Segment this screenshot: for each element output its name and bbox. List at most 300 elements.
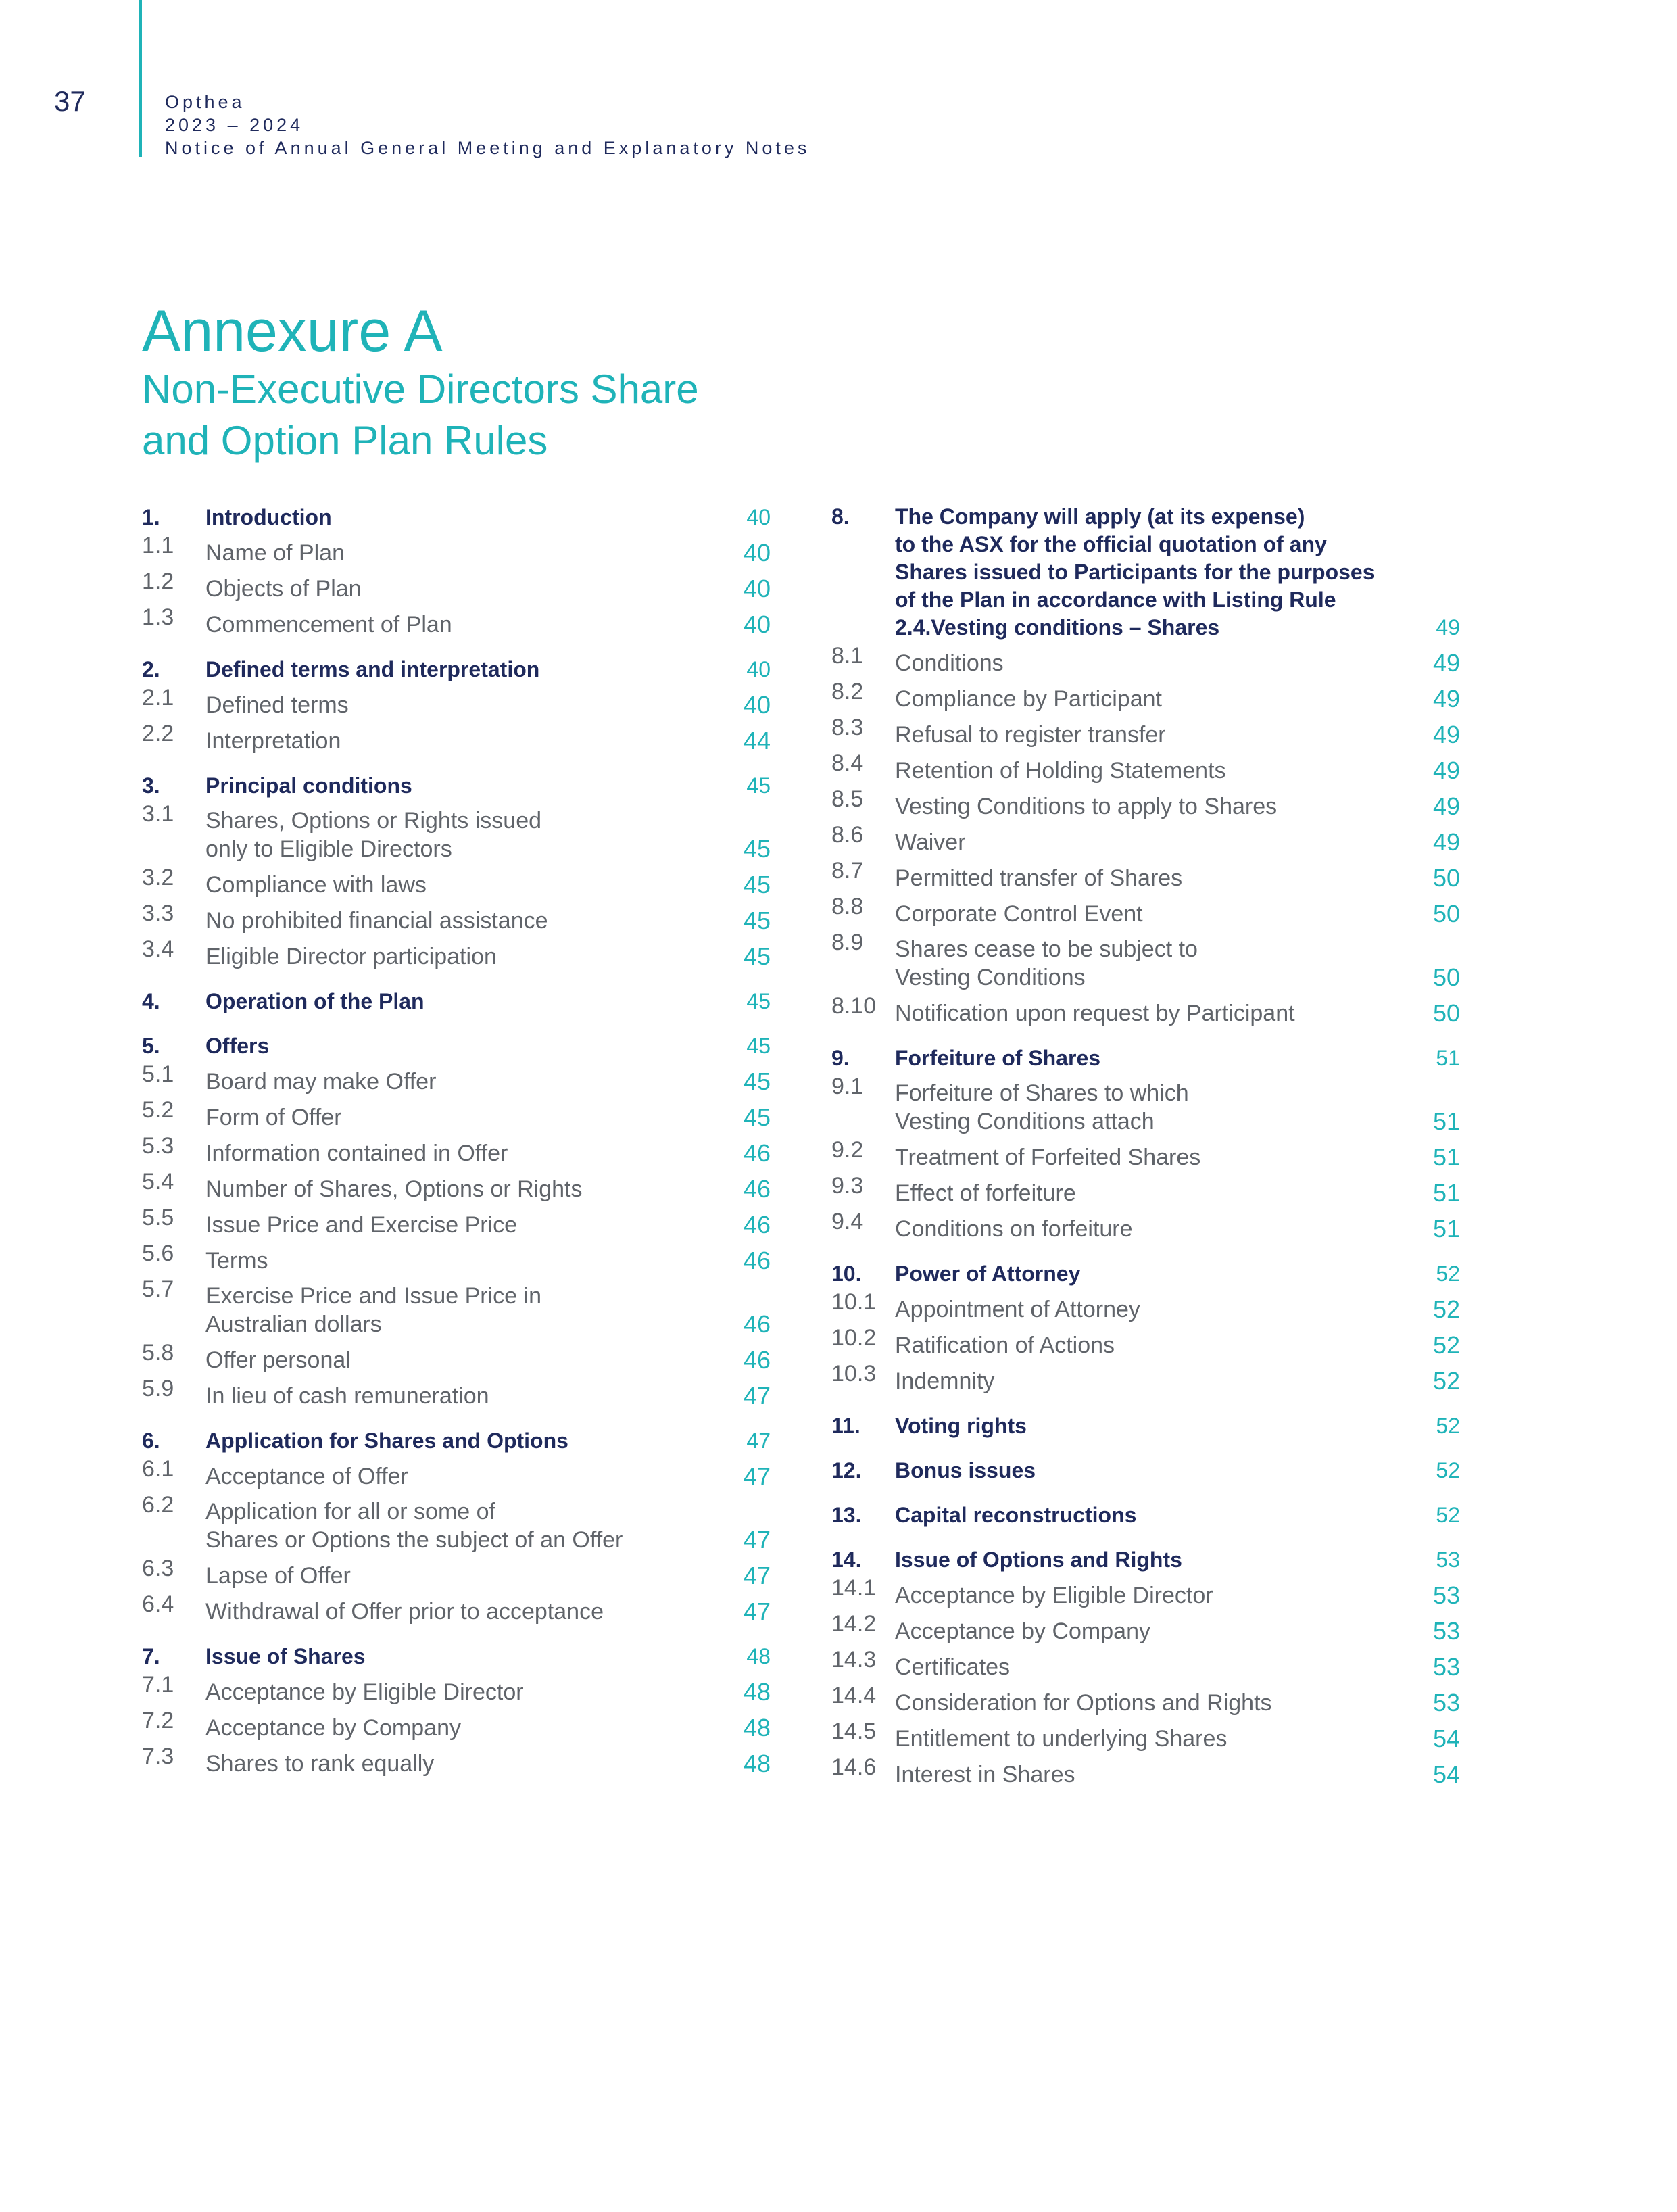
toc-number: 11.	[831, 1414, 860, 1438]
toc-entry[interactable]	[831, 1610, 1460, 1645]
toc-number: 8.1	[831, 643, 864, 669]
toc-label-line: Lapse of Offer	[205, 1563, 351, 1589]
toc-number: 7.2	[142, 1708, 174, 1733]
toc-number: 8.5	[831, 786, 864, 812]
toc-label-line: Conditions	[895, 650, 1004, 676]
toc-entry[interactable]	[831, 713, 1460, 749]
toc-page-number: 46	[743, 1310, 771, 1338]
toc-label-line: Offers	[205, 1034, 270, 1058]
toc-page-number: 47	[743, 1597, 771, 1625]
toc-number: 3.1	[142, 801, 174, 827]
toc-page-number: 47	[743, 1526, 771, 1554]
toc-entry[interactable]	[142, 1060, 771, 1096]
toc-label-line: Application for Shares and Options	[205, 1428, 568, 1453]
toc-number: 5.7	[142, 1276, 174, 1302]
toc-heading[interactable]	[831, 1412, 1460, 1440]
toc-label	[205, 610, 716, 639]
toc-label	[895, 503, 1406, 642]
toc-label-line: Form of Offer	[205, 1105, 342, 1130]
toc-entry[interactable]	[831, 785, 1460, 821]
toc-entry[interactable]	[142, 719, 771, 755]
toc-label	[205, 575, 716, 603]
toc-label	[895, 1581, 1406, 1610]
toc-label-line: Offer personal	[205, 1347, 351, 1373]
toc-page-number: 48	[743, 1714, 771, 1741]
toc-entry[interactable]	[831, 857, 1460, 892]
toc-label-line: Issue of Shares	[205, 1644, 366, 1668]
toc-label	[205, 1382, 716, 1410]
toc-entry[interactable]	[831, 642, 1460, 677]
toc-label-line: Capital reconstructions	[895, 1503, 1137, 1527]
toc-label	[895, 1331, 1406, 1360]
toc-number: 14.5	[831, 1718, 877, 1744]
toc-number: 5.9	[142, 1376, 174, 1401]
toc-label	[895, 1456, 1406, 1485]
toc-number: 6.	[142, 1428, 160, 1453]
toc-label	[895, 1412, 1406, 1440]
toc-heading[interactable]	[831, 503, 1460, 642]
toc-page-number: 45	[743, 871, 771, 898]
toc-label-line: Consideration for Options and Rights	[895, 1690, 1272, 1716]
toc-page-number: 52	[1436, 1458, 1460, 1483]
toc-label-line: Permitted transfer of Shares	[895, 865, 1183, 891]
toc-page-number: 49	[1432, 756, 1460, 784]
toc-label	[205, 539, 716, 567]
toc-entry[interactable]	[831, 928, 1460, 992]
toc-label-line: Compliance by Participant	[895, 686, 1162, 712]
toc-entry[interactable]	[142, 531, 771, 567]
toc-label	[205, 1067, 716, 1096]
toc-entry[interactable]	[831, 677, 1460, 713]
toc-label	[205, 1103, 716, 1132]
toc-label-line: Shares cease to be subject to	[895, 936, 1198, 962]
toc-page-number: 47	[743, 1382, 771, 1410]
toc-page-number: 51	[1432, 1179, 1460, 1207]
toc-number: 14.3	[831, 1647, 877, 1673]
report-years: 2023 – 2024	[165, 115, 304, 135]
toc-label	[895, 1689, 1406, 1717]
toc-label-line: Terms	[205, 1248, 268, 1274]
toc-label	[205, 1597, 716, 1626]
toc-entry[interactable]	[831, 1172, 1460, 1207]
toc-page-number: 49	[1432, 685, 1460, 713]
toc-page-number: 52	[1436, 1414, 1460, 1438]
toc-entry[interactable]	[142, 1554, 771, 1590]
toc-entry[interactable]	[142, 935, 771, 971]
toc-number: 5.2	[142, 1097, 174, 1123]
toc-label-line: The Company will apply (at its expense)	[895, 504, 1305, 529]
toc-number: 6.3	[142, 1556, 174, 1581]
toc-label-line: Interest in Shares	[895, 1762, 1075, 1787]
toc-label-line: Shares issued to Participants for the purposes	[895, 560, 1375, 584]
toc-label	[205, 1139, 716, 1168]
toc-page-number: 45	[746, 773, 771, 798]
toc-label-line: Ratification of Actions	[895, 1332, 1115, 1358]
toc-number: 8.8	[831, 894, 864, 919]
toc-label-line: Eligible Director participation	[205, 944, 497, 969]
toc-label-line: In lieu of cash remuneration	[205, 1383, 489, 1409]
toc-page-number: 48	[743, 1678, 771, 1706]
toc-number: 3.	[142, 773, 160, 798]
toc-label-line: Issue of Options and Rights	[895, 1547, 1182, 1572]
toc-label	[205, 771, 716, 800]
toc-label-line: Forfeiture of Shares	[895, 1046, 1101, 1070]
toc-page-number: 45	[743, 835, 771, 863]
toc-entry[interactable]	[142, 1239, 771, 1275]
toc-page-number: 45	[743, 942, 771, 970]
toc-page-number: 52	[1432, 1367, 1460, 1395]
toc-entry[interactable]	[831, 1288, 1460, 1324]
toc-label-line: 2.4.Vesting conditions – Shares	[895, 615, 1220, 640]
toc-label	[205, 942, 716, 971]
toc-entry[interactable]	[142, 1491, 771, 1554]
subtitle-line-1: Non-Executive Directors Share	[142, 366, 699, 412]
toc-label-line: to the ASX for the official quotation of any	[895, 532, 1327, 556]
toc-page-number: 52	[1432, 1295, 1460, 1323]
toc-page-number: 45	[746, 1034, 771, 1058]
toc-label	[205, 1562, 716, 1590]
toc-heading[interactable]	[142, 655, 771, 683]
toc-page-number: 51	[1432, 1143, 1460, 1171]
toc-label	[205, 1714, 716, 1742]
toc-entry[interactable]	[142, 1132, 771, 1168]
toc-page-number: 46	[743, 1211, 771, 1239]
toc-label	[205, 1497, 716, 1554]
toc-number: 7.1	[142, 1672, 174, 1698]
toc-number: 3.3	[142, 900, 174, 926]
toc-entry[interactable]	[831, 1717, 1460, 1753]
toc-label-line: Retention of Holding Statements	[895, 758, 1226, 784]
toc-page-number: 49	[1432, 792, 1460, 820]
toc-page-number: 47	[743, 1562, 771, 1589]
subtitle-line-2: and Option Plan Rules	[142, 418, 548, 463]
toc-label	[205, 987, 716, 1015]
toc-label	[205, 1211, 716, 1239]
toc-heading[interactable]	[831, 1501, 1460, 1529]
toc-page-number: 45	[743, 1067, 771, 1095]
toc-number: 12.	[831, 1458, 862, 1483]
toc-label-line: of the Plan in accordance with Listing Rule	[895, 587, 1336, 612]
toc-entry[interactable]	[142, 1670, 771, 1706]
toc-label-line: Acceptance by Company	[205, 1715, 461, 1741]
toc-right-column	[831, 503, 1460, 1789]
toc-label-line: Introduction	[205, 505, 332, 529]
toc-page-number: 50	[1432, 864, 1460, 892]
running-header	[165, 91, 810, 160]
toc-page-number: 49	[1432, 828, 1460, 856]
toc-number: 7.	[142, 1644, 160, 1668]
toc-label-line: Acceptance by Company	[895, 1618, 1150, 1644]
toc-number: 5.	[142, 1034, 160, 1058]
toc-entry[interactable]	[831, 1072, 1460, 1136]
page-number: 37	[54, 85, 86, 117]
toc-page-number: 49	[1432, 649, 1460, 677]
toc-number: 14.	[831, 1547, 862, 1572]
toc-label-line: Vesting Conditions	[895, 965, 1086, 990]
toc-label	[895, 1143, 1406, 1172]
toc-label-line: Entitlement to underlying Shares	[895, 1726, 1228, 1752]
toc-number: 6.4	[142, 1591, 174, 1617]
toc-heading[interactable]	[142, 771, 771, 800]
toc-number: 5.1	[142, 1061, 174, 1087]
toc-label	[205, 807, 716, 863]
toc-number: 9.2	[831, 1137, 864, 1163]
toc-number: 9.3	[831, 1173, 864, 1199]
toc-number: 14.2	[831, 1611, 877, 1637]
toc-number: 13.	[831, 1503, 862, 1527]
toc-entry[interactable]	[142, 1590, 771, 1626]
toc-heading[interactable]	[831, 1456, 1460, 1485]
toc-label-line: only to Eligible Directors	[205, 836, 452, 862]
toc-number: 10.1	[831, 1289, 877, 1315]
toc-number: 8.	[831, 504, 850, 529]
toc-page-number: 46	[743, 1247, 771, 1274]
toc-number: 14.4	[831, 1683, 877, 1708]
toc-number: 14.6	[831, 1754, 877, 1780]
toc-page-number: 50	[1432, 900, 1460, 928]
toc-label	[895, 1501, 1406, 1529]
toc-heading[interactable]	[142, 1642, 771, 1670]
toc-entry[interactable]	[142, 863, 771, 899]
toc-label-line: Acceptance by Eligible Director	[895, 1583, 1213, 1608]
toc-entry[interactable]	[142, 1742, 771, 1778]
toc-page-number: 44	[743, 727, 771, 754]
toc-number: 1.	[142, 505, 160, 529]
toc-number: 1.2	[142, 569, 174, 594]
toc-label-line: Indemnity	[895, 1368, 995, 1394]
toc-label-line: Compliance with laws	[205, 872, 427, 898]
toc-label-line: Issue Price and Exercise Price	[205, 1212, 518, 1238]
toc-label	[895, 935, 1406, 992]
toc-label	[895, 756, 1406, 785]
toc-label	[205, 1282, 716, 1339]
toc-label	[205, 1462, 716, 1491]
toc-label	[895, 1653, 1406, 1681]
toc-entry[interactable]	[142, 1203, 771, 1239]
toc-number: 5.4	[142, 1169, 174, 1195]
toc-label	[895, 1044, 1406, 1072]
toc-label	[895, 999, 1406, 1028]
toc-label-line: Vesting Conditions to apply to Shares	[895, 794, 1278, 819]
toc-label-line: Information contained in Offer	[205, 1140, 508, 1166]
toc-label-line: Effect of forfeiture	[895, 1180, 1076, 1206]
toc-label-line: Commencement of Plan	[205, 612, 452, 638]
toc-entry[interactable]	[142, 1455, 771, 1491]
toc-entry[interactable]	[142, 683, 771, 719]
toc-number: 5.5	[142, 1205, 174, 1230]
toc-page-number: 49	[1432, 721, 1460, 748]
toc-number: 7.3	[142, 1744, 174, 1769]
toc-entry[interactable]	[142, 1168, 771, 1203]
toc-entry[interactable]	[142, 1339, 771, 1374]
toc-page-number: 53	[1432, 1581, 1460, 1609]
toc-number: 2.1	[142, 685, 174, 711]
toc-label	[895, 1295, 1406, 1324]
toc-number: 14.1	[831, 1575, 877, 1601]
toc-number: 3.4	[142, 936, 174, 962]
toc-entry[interactable]	[142, 800, 771, 863]
toc-number: 2.2	[142, 721, 174, 746]
toc-number: 8.6	[831, 822, 864, 848]
toc-label	[205, 1750, 716, 1778]
toc-label-line: Voting rights	[895, 1414, 1027, 1438]
toc-entry[interactable]	[142, 1275, 771, 1339]
toc-label	[205, 727, 716, 755]
toc-heading[interactable]	[142, 1032, 771, 1060]
header-divider	[139, 0, 142, 157]
toc-number: 10.	[831, 1261, 862, 1286]
toc-label	[895, 721, 1406, 749]
toc-label-line: Treatment of Forfeited Shares	[895, 1145, 1201, 1170]
toc-number: 8.7	[831, 858, 864, 884]
toc-page-number: 40	[743, 539, 771, 567]
toc-entry[interactable]	[831, 1136, 1460, 1172]
toc-label	[205, 1642, 716, 1670]
toc-label	[205, 1346, 716, 1374]
toc-entry[interactable]	[831, 749, 1460, 785]
toc-page-number: 53	[1432, 1689, 1460, 1716]
toc-number: 4.	[142, 989, 160, 1013]
toc-entry[interactable]	[831, 892, 1460, 928]
toc-label	[895, 828, 1406, 857]
toc-number: 5.8	[142, 1340, 174, 1366]
toc-entry[interactable]	[831, 1207, 1460, 1243]
toc-page-number: 53	[1432, 1617, 1460, 1645]
company-name: Opthea	[165, 92, 245, 112]
toc-entry[interactable]	[142, 1374, 771, 1410]
toc-label	[205, 1032, 716, 1060]
toc-heading[interactable]	[142, 987, 771, 1015]
toc-number: 9.4	[831, 1209, 864, 1234]
toc-page-number: 52	[1436, 1503, 1460, 1527]
toc-number: 1.1	[142, 533, 174, 558]
toc-label	[205, 655, 716, 683]
toc-label-line: Defined terms	[205, 692, 349, 718]
toc-page-number: 47	[743, 1462, 771, 1490]
toc-page-number: 50	[1432, 999, 1460, 1027]
toc-label-line: Acceptance of Offer	[205, 1464, 408, 1489]
toc-page-number: 40	[746, 657, 771, 681]
toc-label-line: Refusal to register transfer	[895, 722, 1166, 748]
toc-label	[895, 792, 1406, 821]
toc-page-number: 40	[746, 505, 771, 529]
toc-heading[interactable]	[831, 1044, 1460, 1072]
toc-label	[895, 1545, 1406, 1574]
toc-page-number: 46	[743, 1175, 771, 1203]
toc-label	[205, 1426, 716, 1455]
toc-page-number: 40	[743, 691, 771, 719]
toc-number: 6.1	[142, 1456, 174, 1482]
toc-number: 2.	[142, 657, 160, 681]
toc-label-line: Shares, Options or Rights issued	[205, 808, 542, 834]
toc-label-line: Shares or Options the subject of an Offer	[205, 1527, 623, 1553]
toc-page-number: 54	[1432, 1725, 1460, 1752]
toc-page-number: 46	[743, 1346, 771, 1374]
toc-label	[895, 685, 1406, 713]
toc-label-line: Vesting Conditions attach	[895, 1109, 1155, 1134]
toc-entry[interactable]	[142, 603, 771, 639]
toc-label	[205, 1247, 716, 1275]
toc-number: 8.3	[831, 715, 864, 740]
toc-label	[205, 871, 716, 899]
toc-page-number: 53	[1436, 1547, 1460, 1572]
toc-number: 3.2	[142, 865, 174, 890]
toc-label-line: Operation of the Plan	[205, 989, 424, 1013]
toc-label-line: Power of Attorney	[895, 1261, 1081, 1286]
toc-entry[interactable]	[831, 1645, 1460, 1681]
toc-page-number: 52	[1436, 1261, 1460, 1286]
toc-page-number: 40	[743, 610, 771, 638]
toc-entry[interactable]	[831, 1574, 1460, 1610]
toc-label-line: Number of Shares, Options or Rights	[205, 1176, 583, 1202]
toc-page-number: 49	[1436, 615, 1460, 640]
toc-label-line: Waiver	[895, 830, 966, 855]
toc-page-number: 45	[746, 989, 771, 1013]
toc-number: 5.3	[142, 1133, 174, 1159]
toc-page-number: 50	[1432, 963, 1460, 991]
toc-page-number: 53	[1432, 1653, 1460, 1681]
toc-page-number: 52	[1432, 1331, 1460, 1359]
toc-entry[interactable]	[831, 1753, 1460, 1789]
toc-entry[interactable]	[142, 899, 771, 935]
toc-number: 1.3	[142, 604, 174, 630]
toc-page-number: 51	[1432, 1107, 1460, 1135]
toc-label-line: Principal conditions	[205, 773, 412, 798]
toc-label	[205, 907, 716, 935]
toc-entry[interactable]	[831, 821, 1460, 857]
toc-number: 9.1	[831, 1074, 864, 1099]
toc-page-number: 47	[746, 1428, 771, 1453]
toc-entry[interactable]	[831, 1324, 1460, 1360]
toc-label	[205, 691, 716, 719]
toc-number: 9.	[831, 1046, 850, 1070]
toc-label-line: Australian dollars	[205, 1312, 382, 1337]
toc-entry[interactable]	[142, 1706, 771, 1742]
toc-number: 8.9	[831, 930, 864, 955]
toc-entry[interactable]	[831, 992, 1460, 1028]
toc-entry[interactable]	[831, 1681, 1460, 1717]
toc-label-line: Corporate Control Event	[895, 901, 1143, 927]
toc-label	[895, 1367, 1406, 1395]
toc-label-line: Notification upon request by Participant	[895, 1001, 1295, 1026]
toc-label-line: Application for all or some of	[205, 1499, 495, 1524]
toc-label	[895, 900, 1406, 928]
toc-page-number: 45	[743, 1103, 771, 1131]
toc-number: 6.2	[142, 1492, 174, 1518]
toc-label	[895, 1617, 1406, 1645]
toc-heading[interactable]	[831, 1545, 1460, 1574]
toc-heading[interactable]	[142, 503, 771, 531]
toc-number: 5.6	[142, 1241, 174, 1266]
toc-heading[interactable]	[142, 1426, 771, 1455]
toc-entry[interactable]	[142, 1096, 771, 1132]
toc-page-number: 48	[746, 1644, 771, 1668]
toc-left-column	[142, 503, 771, 1778]
toc-label-line: Exercise Price and Issue Price in	[205, 1283, 541, 1309]
toc-label-line: Name of Plan	[205, 540, 345, 566]
toc-label	[895, 1079, 1406, 1136]
toc-entry[interactable]	[831, 1360, 1460, 1395]
toc-label	[205, 1175, 716, 1203]
toc-entry[interactable]	[142, 567, 771, 603]
toc-label-line: No prohibited financial assistance	[205, 908, 548, 934]
toc-label-line: Acceptance by Eligible Director	[205, 1679, 524, 1705]
toc-page-number: 45	[743, 907, 771, 934]
toc-label	[895, 1215, 1406, 1243]
toc-page-number: 48	[743, 1750, 771, 1777]
toc-heading[interactable]	[831, 1259, 1460, 1288]
toc-page-number: 51	[1436, 1046, 1460, 1070]
